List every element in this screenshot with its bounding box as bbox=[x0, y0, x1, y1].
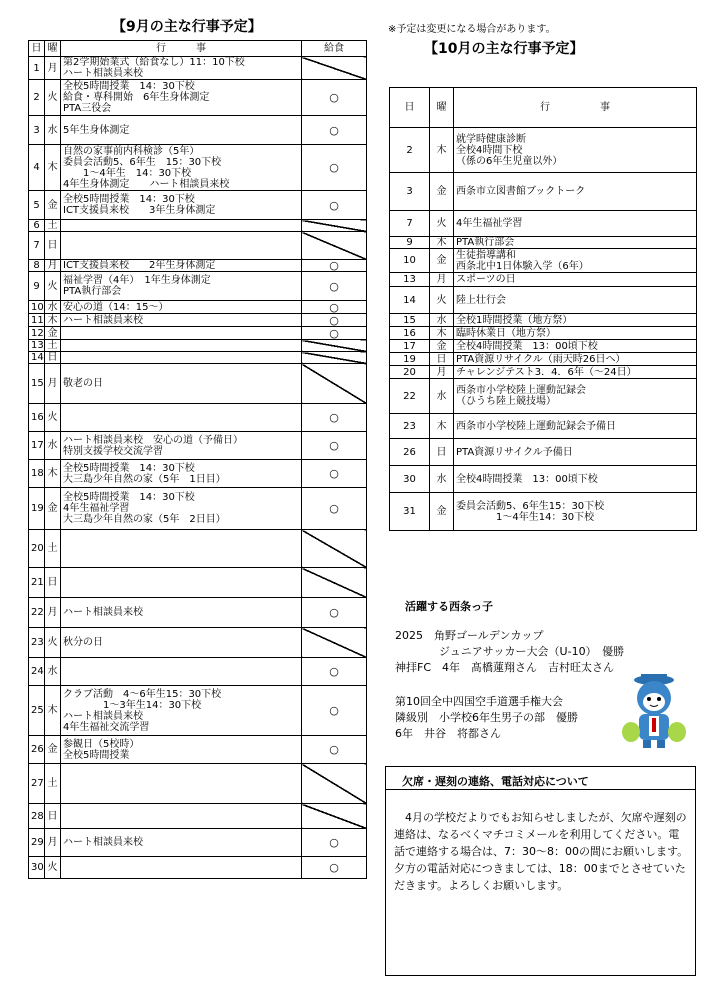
oct-day: 31 bbox=[390, 493, 430, 531]
sept-dow: 月 bbox=[45, 829, 61, 857]
sept-event: 秋分の日 bbox=[61, 628, 302, 658]
sept-event bbox=[61, 568, 302, 598]
sept-kyushoku bbox=[302, 628, 367, 658]
sept-kyushoku: ○ bbox=[302, 736, 367, 764]
sept-kyushoku: ○ bbox=[302, 80, 367, 116]
sept-dow: 金 bbox=[45, 736, 61, 764]
oct-dow: 木 bbox=[430, 327, 454, 340]
active-line-1: 2025 角野ゴールデンカップ bbox=[395, 629, 544, 642]
sept-event: 敬老の日 bbox=[61, 364, 302, 404]
sept-kyushoku: ○ bbox=[302, 460, 367, 488]
sept-row bbox=[29, 327, 367, 340]
sept-row bbox=[29, 460, 367, 488]
oct-day: 30 bbox=[390, 466, 430, 493]
sept-dow: 水 bbox=[45, 432, 61, 460]
oct-dow: 金 bbox=[430, 173, 454, 211]
sept-dow: 木 bbox=[45, 460, 61, 488]
sept-row bbox=[29, 628, 367, 658]
oct-row bbox=[390, 466, 697, 493]
oct-day: 2 bbox=[390, 128, 430, 173]
header-dow: 曜 bbox=[45, 41, 61, 57]
oct-event: 全校4時間授業 13：00頃下校 bbox=[454, 466, 697, 493]
oct-day: 20 bbox=[390, 366, 430, 379]
sept-row bbox=[29, 530, 367, 568]
sept-kyushoku: ○ bbox=[302, 145, 367, 191]
sept-row bbox=[29, 191, 367, 220]
sept-dow: 土 bbox=[45, 220, 61, 232]
oct-day: 26 bbox=[390, 439, 430, 466]
sept-dow: 土 bbox=[45, 764, 61, 804]
schedule-change-notice: ※予定は変更になる場合があります。 bbox=[388, 24, 556, 35]
active-line-6: 6年 井谷 将都さん bbox=[395, 727, 501, 740]
sept-event bbox=[61, 404, 302, 432]
sept-event: 全校5時間授業 14：30下校 給食・専科開始 6年生身体測定 PTA三役会 bbox=[61, 80, 302, 116]
oct-header-dow: 曜 bbox=[430, 88, 454, 128]
sept-kyushoku: ○ bbox=[302, 404, 367, 432]
oct-day: 3 bbox=[390, 173, 430, 211]
oct-row bbox=[390, 237, 697, 249]
sept-dow: 金 bbox=[45, 488, 61, 530]
sept-kyushoku: ○ bbox=[302, 191, 367, 220]
sept-kyushoku bbox=[302, 568, 367, 598]
sept-dow: 日 bbox=[45, 232, 61, 260]
sept-row bbox=[29, 145, 367, 191]
sept-event bbox=[61, 658, 302, 686]
oct-event: 生徒指導講和 西条北中1日体験入学（6年） bbox=[454, 249, 697, 273]
sept-row bbox=[29, 686, 367, 736]
oct-title: 【10月の主な行事予定】 bbox=[424, 41, 584, 57]
sept-row bbox=[29, 352, 367, 364]
sept-day: 19 bbox=[29, 488, 45, 530]
oct-dow: 火 bbox=[430, 211, 454, 237]
sept-event: ハート相談員来校 安心の道（予備日） 特別支援学校交流学習 bbox=[61, 432, 302, 460]
oct-event: PTA資源リサイクル（雨天時26日へ） bbox=[454, 353, 697, 366]
sept-day: 18 bbox=[29, 460, 45, 488]
oct-day: 22 bbox=[390, 379, 430, 414]
active-line-3: 神拝FC 4年 髙橋蓮翔さん 吉村旺太さん bbox=[395, 661, 615, 674]
oct-event: PTA執行部会 bbox=[454, 237, 697, 249]
sept-kyushoku: ○ bbox=[302, 658, 367, 686]
oct-row bbox=[390, 173, 697, 211]
sept-event bbox=[61, 764, 302, 804]
sept-dow: 水 bbox=[45, 116, 61, 145]
sept-day: 12 bbox=[29, 327, 45, 340]
sept-day: 1 bbox=[29, 57, 45, 80]
oct-dow: 金 bbox=[430, 493, 454, 531]
sept-day: 6 bbox=[29, 220, 45, 232]
sept-day: 21 bbox=[29, 568, 45, 598]
oct-event: 西条市小学校陸上運動記録会 （ひうち陸上競技場） bbox=[454, 379, 697, 414]
oct-day: 15 bbox=[390, 314, 430, 327]
sept-event bbox=[61, 804, 302, 829]
oct-dow: 水 bbox=[430, 466, 454, 493]
header-event: 行 事 bbox=[61, 41, 302, 57]
sept-day: 9 bbox=[29, 272, 45, 301]
sept-day: 28 bbox=[29, 804, 45, 829]
oct-event: スポーツの日 bbox=[454, 273, 697, 287]
sept-row bbox=[29, 232, 367, 260]
oct-dow: 火 bbox=[430, 287, 454, 314]
oct-event: 西条市立図書館ブックトーク bbox=[454, 173, 697, 211]
oct-dow: 金 bbox=[430, 249, 454, 273]
sept-kyushoku bbox=[302, 340, 367, 352]
sept-row bbox=[29, 568, 367, 598]
sept-dow: 火 bbox=[45, 628, 61, 658]
sept-kyushoku: ○ bbox=[302, 598, 367, 628]
sept-day: 4 bbox=[29, 145, 45, 191]
sept-dow: 木 bbox=[45, 314, 61, 327]
sept-kyushoku: ○ bbox=[302, 327, 367, 340]
sept-event: 福祉学習（4年） 1年生身体測定 PTA執行部会 bbox=[61, 272, 302, 301]
sept-row bbox=[29, 314, 367, 327]
oct-event: 陸上壮行会 bbox=[454, 287, 697, 314]
sept-row bbox=[29, 488, 367, 530]
sept-row bbox=[29, 736, 367, 764]
sept-event: 参観日（5校時） 全校5時間授業 bbox=[61, 736, 302, 764]
sept-day: 8 bbox=[29, 260, 45, 272]
sept-dow: 木 bbox=[45, 145, 61, 191]
sept-row bbox=[29, 272, 367, 301]
sept-row bbox=[29, 658, 367, 686]
sept-event: 自然の家事前内科検診（5年） 委員会活動5、6年生 15：30下校 1～4年生 14：30下校 4年生身体測定 ハート相談員来校 bbox=[61, 145, 302, 191]
sept-dow: 日 bbox=[45, 804, 61, 829]
sept-dow: 木 bbox=[45, 686, 61, 736]
sept-kyushoku: ○ bbox=[302, 116, 367, 145]
oct-day: 19 bbox=[390, 353, 430, 366]
sept-dow: 土 bbox=[45, 530, 61, 568]
oct-event: 西条市小学校陸上運動記録会予備日 bbox=[454, 414, 697, 439]
sept-day: 5 bbox=[29, 191, 45, 220]
sept-event bbox=[61, 340, 302, 352]
sept-day: 26 bbox=[29, 736, 45, 764]
absence-contact-section bbox=[385, 766, 696, 976]
oct-row bbox=[390, 366, 697, 379]
sept-row bbox=[29, 260, 367, 272]
oct-dow: 月 bbox=[430, 366, 454, 379]
sept-kyushoku: ○ bbox=[302, 829, 367, 857]
sept-kyushoku bbox=[302, 352, 367, 364]
oct-day: 7 bbox=[390, 211, 430, 237]
header-kyushoku: 給食 bbox=[302, 41, 367, 57]
oct-event: 全校4時間授業 13：00頃下校 bbox=[454, 340, 697, 353]
oct-day: 17 bbox=[390, 340, 430, 353]
oct-day: 10 bbox=[390, 249, 430, 273]
sept-kyushoku bbox=[302, 232, 367, 260]
oct-row bbox=[390, 327, 697, 340]
sept-day: 25 bbox=[29, 686, 45, 736]
sept-event: ハート相談員来校 bbox=[61, 829, 302, 857]
sept-day: 24 bbox=[29, 658, 45, 686]
sept-row bbox=[29, 804, 367, 829]
oct-event: 就学時健康診断 全校4時間下校 （係の6年生児童以外） bbox=[454, 128, 697, 173]
sept-dow: 日 bbox=[45, 352, 61, 364]
sept-event bbox=[61, 327, 302, 340]
sept-dow: 月 bbox=[45, 598, 61, 628]
active-line-4: 第10回全中四国空手道選手権大会 bbox=[395, 695, 563, 708]
sept-row bbox=[29, 116, 367, 145]
oct-dow: 木 bbox=[430, 414, 454, 439]
absence-body: 4月の学校だよりでもお知らせしましたが、欠席や遅刻の連絡は、なるべくマチコミメールを利用してください。電話で連絡する場合は、7：30～8：00の間にお願いします。夕方の電話対応につきましては、18：00までとさせていただきます。よろしくお願いします。 bbox=[394, 811, 689, 892]
sept-dow: 金 bbox=[45, 327, 61, 340]
sept-event: 全校5時間授業 14：30下校 ICT支援員来校 3年生身体測定 bbox=[61, 191, 302, 220]
header-day: 日 bbox=[29, 41, 45, 57]
sept-kyushoku: ○ bbox=[302, 857, 367, 879]
sept-day: 20 bbox=[29, 530, 45, 568]
sept-day: 13 bbox=[29, 340, 45, 352]
sept-event: ハート相談員来校 bbox=[61, 314, 302, 327]
absence-divider bbox=[386, 789, 695, 790]
sept-day: 16 bbox=[29, 404, 45, 432]
oct-dow: 金 bbox=[430, 340, 454, 353]
oct-row bbox=[390, 314, 697, 327]
oct-row bbox=[390, 249, 697, 273]
sept-dow: 火 bbox=[45, 404, 61, 432]
sept-day: 29 bbox=[29, 829, 45, 857]
oct-event: 委員会活動5、6年生15：30下校 1～4年生14：30下校 bbox=[454, 493, 697, 531]
sept-day: 17 bbox=[29, 432, 45, 460]
sept-dow: 金 bbox=[45, 191, 61, 220]
oct-row bbox=[390, 340, 697, 353]
oct-row bbox=[390, 128, 697, 173]
sept-kyushoku: ○ bbox=[302, 488, 367, 530]
sept-day: 11 bbox=[29, 314, 45, 327]
oct-row bbox=[390, 211, 697, 237]
sept-row bbox=[29, 404, 367, 432]
oct-dow: 月 bbox=[430, 273, 454, 287]
sept-event bbox=[61, 220, 302, 232]
sept-row bbox=[29, 364, 367, 404]
sept-kyushoku: ○ bbox=[302, 432, 367, 460]
active-line-5: 隣級別 小学校6年生男子の部 優勝 bbox=[395, 711, 578, 724]
sept-day: 2 bbox=[29, 80, 45, 116]
sept-dow: 月 bbox=[45, 364, 61, 404]
oct-dow: 日 bbox=[430, 353, 454, 366]
oct-day: 13 bbox=[390, 273, 430, 287]
sept-kyushoku bbox=[302, 764, 367, 804]
oct-event: PTA資源リサイクル予備日 bbox=[454, 439, 697, 466]
sept-day: 10 bbox=[29, 301, 45, 314]
sept-day: 30 bbox=[29, 857, 45, 879]
sept-row bbox=[29, 80, 367, 116]
sept-row bbox=[29, 829, 367, 857]
sept-row bbox=[29, 220, 367, 232]
sept-day: 7 bbox=[29, 232, 45, 260]
sept-row bbox=[29, 301, 367, 314]
oct-row bbox=[390, 414, 697, 439]
oct-row bbox=[390, 353, 697, 366]
oct-event: 4年生福祉学習 bbox=[454, 211, 697, 237]
oct-day: 16 bbox=[390, 327, 430, 340]
sept-kyushoku bbox=[302, 804, 367, 829]
active-students-section bbox=[389, 592, 696, 760]
sept-event: 安心の道（14：15～） bbox=[61, 301, 302, 314]
oct-dow: 木 bbox=[430, 237, 454, 249]
sept-dow: 火 bbox=[45, 272, 61, 301]
sept-event: 全校5時間授業 14：30下校 4年生福祉学習 大三島少年自然の家（5年 2日目） bbox=[61, 488, 302, 530]
sept-event: 第2学期始業式（給食なし）11：10下校 ハート相談員来校 bbox=[61, 57, 302, 80]
sept-kyushoku bbox=[302, 220, 367, 232]
absence-title: 欠席・遅刻の連絡、電話対応について bbox=[402, 775, 589, 788]
mascot-illustration bbox=[621, 672, 687, 752]
sept-title: 【9月の主な行事予定】 bbox=[112, 19, 262, 35]
sept-dow: 土 bbox=[45, 340, 61, 352]
sept-event bbox=[61, 232, 302, 260]
sept-kyushoku bbox=[302, 530, 367, 568]
sept-kyushoku: ○ bbox=[302, 686, 367, 736]
oct-event: 全校1時間授業（地方祭） bbox=[454, 314, 697, 327]
sept-dow: 水 bbox=[45, 301, 61, 314]
oct-row bbox=[390, 273, 697, 287]
sept-kyushoku bbox=[302, 57, 367, 80]
oct-event: チャレンジテスト3．4．6年（～24日） bbox=[454, 366, 697, 379]
oct-header-day: 日 bbox=[390, 88, 430, 128]
sept-day: 3 bbox=[29, 116, 45, 145]
oct-dow: 水 bbox=[430, 314, 454, 327]
sept-event bbox=[61, 352, 302, 364]
sept-kyushoku bbox=[302, 364, 367, 404]
sept-event: 5年生身体測定 bbox=[61, 116, 302, 145]
sept-row bbox=[29, 857, 367, 879]
sept-row bbox=[29, 764, 367, 804]
sept-event bbox=[61, 530, 302, 568]
oct-day: 23 bbox=[390, 414, 430, 439]
sept-event: クラブ活動 4～6年生15：30下校 1～3年生14：30下校 ハート相談員来校 4年生福祉交流学習 bbox=[61, 686, 302, 736]
sept-kyushoku: ○ bbox=[302, 314, 367, 327]
sept-day: 15 bbox=[29, 364, 45, 404]
oct-row bbox=[390, 379, 697, 414]
sept-day: 22 bbox=[29, 598, 45, 628]
oct-dow: 木 bbox=[430, 128, 454, 173]
sept-event: ハート相談員来校 bbox=[61, 598, 302, 628]
sept-dow: 火 bbox=[45, 857, 61, 879]
sept-event bbox=[61, 857, 302, 879]
oct-dow: 水 bbox=[430, 379, 454, 414]
oct-row bbox=[390, 493, 697, 531]
sept-row bbox=[29, 340, 367, 352]
sept-row bbox=[29, 432, 367, 460]
active-title: 活躍する西条っ子 bbox=[405, 600, 493, 613]
sept-day: 23 bbox=[29, 628, 45, 658]
oct-day: 9 bbox=[390, 237, 430, 249]
sept-kyushoku: ○ bbox=[302, 301, 367, 314]
sept-kyushoku: ○ bbox=[302, 260, 367, 272]
sept-row bbox=[29, 57, 367, 80]
sept-event: ICT支援員来校 2年生身体測定 bbox=[61, 260, 302, 272]
oct-row bbox=[390, 287, 697, 314]
sept-day: 14 bbox=[29, 352, 45, 364]
oct-day: 14 bbox=[390, 287, 430, 314]
october-schedule-table bbox=[389, 87, 697, 531]
sept-dow: 月 bbox=[45, 260, 61, 272]
oct-header-event: 行 事 bbox=[454, 88, 697, 128]
sept-kyushoku: ○ bbox=[302, 272, 367, 301]
sept-dow: 日 bbox=[45, 568, 61, 598]
oct-event: 臨時休業日（地方祭） bbox=[454, 327, 697, 340]
sept-dow: 水 bbox=[45, 658, 61, 686]
sept-row bbox=[29, 598, 367, 628]
oct-dow: 日 bbox=[430, 439, 454, 466]
sept-dow: 火 bbox=[45, 80, 61, 116]
sept-dow: 月 bbox=[45, 57, 61, 80]
oct-row bbox=[390, 439, 697, 466]
sept-event: 全校5時間授業 14：30下校 大三島少年自然の家（5年 1日目） bbox=[61, 460, 302, 488]
sept-day: 27 bbox=[29, 764, 45, 804]
active-line-2: ジュニアサッカー大会（U-10） 優勝 bbox=[395, 645, 625, 658]
september-schedule-table bbox=[28, 40, 367, 879]
